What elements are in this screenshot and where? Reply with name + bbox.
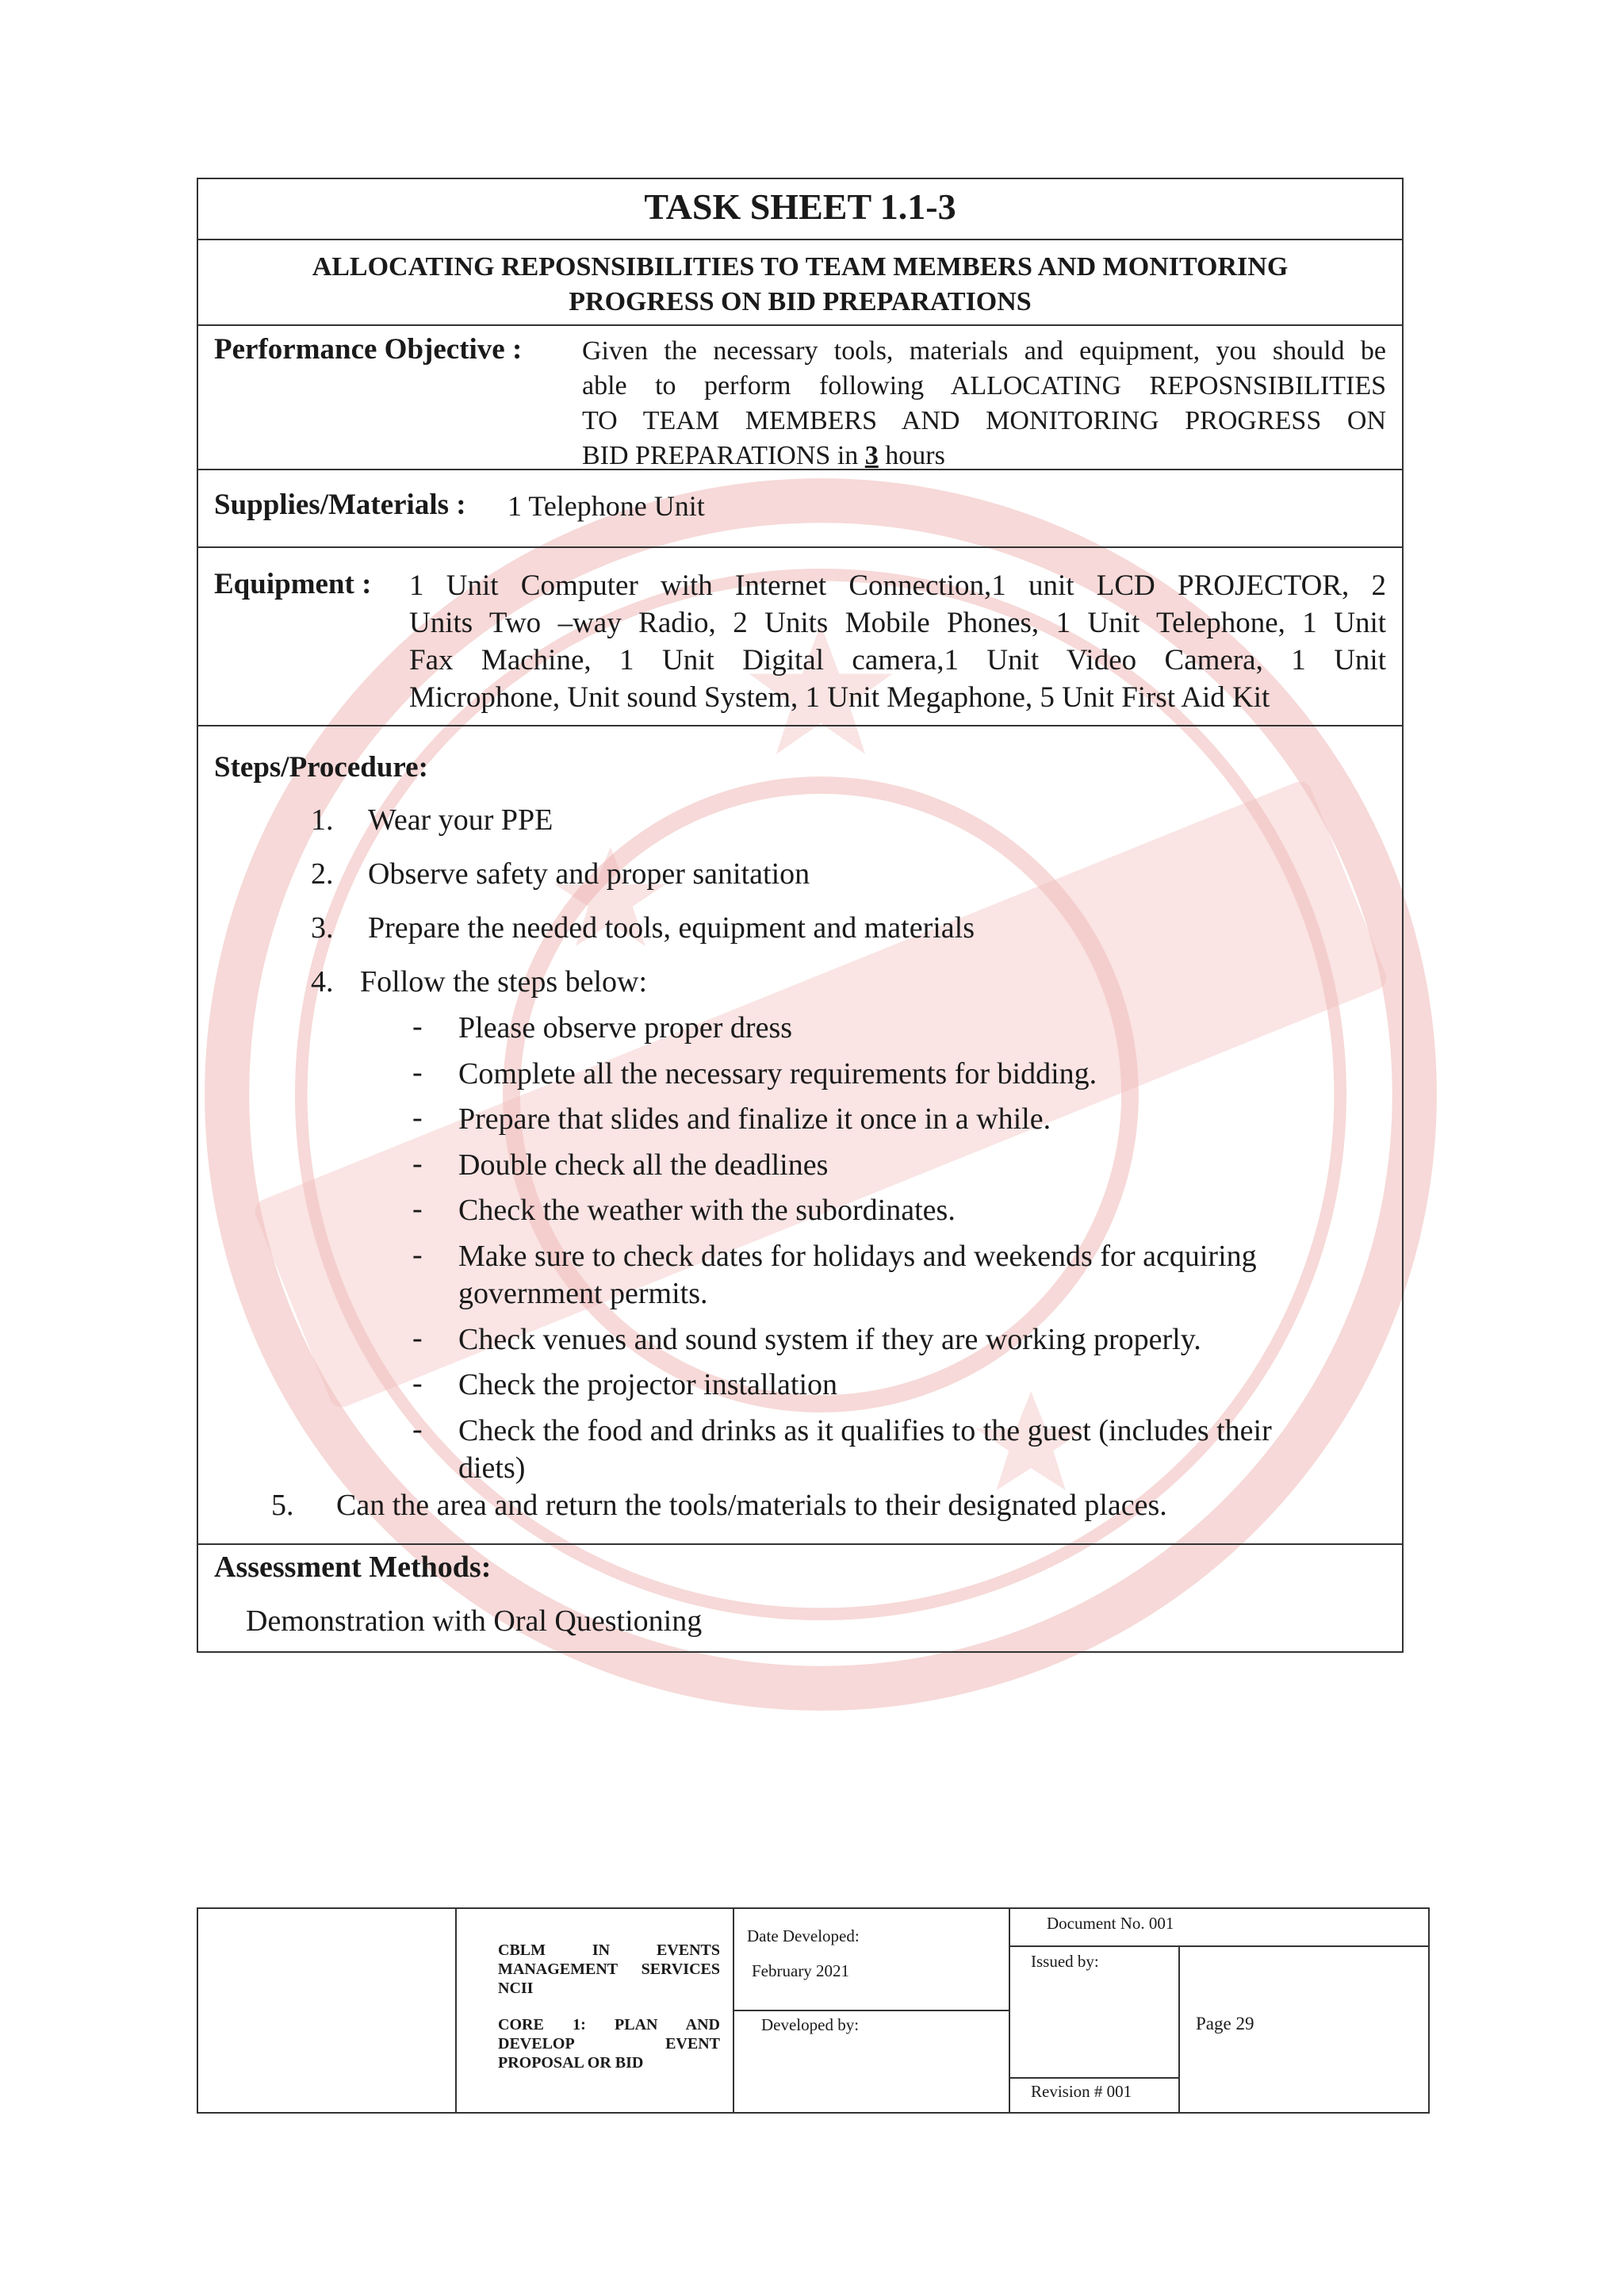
supplies-row [198, 470, 1402, 548]
step-number: 5. [271, 1489, 294, 1522]
developed-by-label: Developed by: [761, 2015, 860, 2034]
po-text: BID PREPARATIONS in [582, 441, 865, 470]
bullet-dash: - [412, 1056, 423, 1089]
po-line: Given the necessary tools, materials and equipment, you should be [582, 336, 1386, 366]
bullet-dash: - [412, 1101, 423, 1134]
sub-step-text: government permits. [458, 1277, 708, 1310]
divider [455, 1909, 457, 2112]
bullet-dash: - [412, 1238, 423, 1271]
issued-by-label: Issued by: [1031, 1952, 1099, 1971]
step-number: 4. [311, 965, 334, 999]
document-footer [197, 1907, 1430, 2114]
step-text: Prepare the needed tools, equipment and materials [368, 911, 975, 945]
document-number: Document No. 001 [1047, 1914, 1174, 1933]
po-line: TO TEAM MEMBERS AND MONITORING PROGRESS ON [582, 406, 1386, 435]
divider [1178, 1945, 1180, 2114]
sub-step-text: Make sure to check dates for holidays and weekends for acquiring [458, 1240, 1257, 1273]
divider [1009, 1909, 1010, 2112]
po-hours: 3 [864, 441, 879, 470]
equipment-line: Units Two –way Radio, 2 Units Mobile Phones, 1 Unit Telephone, 1 Unit [409, 607, 1386, 639]
title-row [198, 179, 1402, 240]
date-developed-label: Date Developed: [747, 1926, 860, 1945]
equipment-text [409, 567, 1386, 716]
performance-objective-label: Performance Objective : [214, 333, 523, 366]
divider [1009, 1945, 1430, 1947]
step-text: Follow the steps below: [360, 965, 648, 999]
subtitle-line: ALLOCATING REPOSNSIBILITIES TO TEAM MEMBERS AND MONITORING [312, 252, 1289, 282]
equipment-line: Fax Machine, 1 Unit Digital camera,1 Unit Video Camera, 1 Unit [409, 644, 1386, 677]
course-line: NCII [498, 1980, 534, 1997]
divider [1009, 2077, 1178, 2079]
equipment-label: Equipment : [214, 568, 372, 600]
step-number: 2. [311, 857, 334, 891]
core-line: DEVELOP EVENT [498, 2035, 720, 2053]
task-sheet-title: TASK SHEET 1.1-3 [644, 186, 956, 227]
assessment-value: Demonstration with Oral Questioning [246, 1604, 703, 1638]
supplies-label: Supplies/Materials : [214, 489, 466, 521]
sub-step-text: Check the projector installation [458, 1368, 838, 1401]
step-text: Wear your PPE [368, 803, 553, 837]
sub-step-text: diets) [458, 1451, 526, 1485]
divider [198, 725, 1402, 726]
core-line: CORE 1: PLAN AND [498, 2016, 720, 2033]
course-line: MANAGEMENT SERVICES [498, 1961, 720, 1978]
task-sheet-subtitle [246, 250, 1354, 320]
sub-step-text: Prepare that slides and finalize it once in a while. [458, 1102, 1051, 1136]
po-line: able to perform following ALLOCATING REPOSNSIBILITIES [582, 371, 1386, 401]
assessment-label: Assessment Methods: [214, 1550, 492, 1584]
step-text: Can the area and return the tools/materials to their designated places. [336, 1489, 1167, 1522]
bullet-dash: - [412, 1412, 423, 1446]
performance-objective-row [198, 326, 1402, 470]
sub-step-text: Check venues and sound system if they are working properly. [458, 1323, 1201, 1356]
bullet-dash: - [412, 1321, 423, 1355]
revision-number: Revision # 001 [1031, 2082, 1132, 2101]
core-title [498, 2015, 720, 2072]
course-line: CBLM IN EVENTS [498, 1941, 720, 1959]
divider [198, 1543, 1402, 1545]
sub-step-text: Please observe proper dress [458, 1011, 793, 1045]
date-developed-value: February 2021 [752, 1961, 850, 1980]
bullet-dash: - [412, 1147, 423, 1180]
po-text: hours [878, 441, 945, 470]
sub-step-text: Double check all the deadlines [458, 1148, 829, 1182]
course-title [498, 1941, 720, 1998]
bullet-dash: - [412, 1192, 423, 1225]
task-sheet [197, 178, 1404, 1653]
step-number: 3. [311, 911, 334, 945]
bullet-dash: - [412, 1366, 423, 1400]
divider [733, 2010, 1009, 2011]
performance-objective-text [582, 334, 1386, 473]
step-number: 1. [311, 803, 334, 837]
core-line: PROPOSAL OR BID [498, 2054, 644, 2072]
sub-step-text: Check the weather with the subordinates. [458, 1194, 956, 1227]
equipment-line: Microphone, Unit sound System, 1 Unit Megaphone, 5 Unit First Aid Kit [409, 681, 1270, 714]
supplies-value: 1 Telephone Unit [508, 490, 705, 522]
subtitle-row [198, 240, 1402, 326]
po-line [582, 439, 1386, 473]
bullet-dash: - [412, 1010, 423, 1043]
subtitle-line: PROGRESS ON BID PREPARATIONS [569, 287, 1032, 316]
steps-label: Steps/Procedure: [214, 751, 428, 784]
sub-step-text: Check the food and drinks as it qualifies to the guest (includes their [458, 1414, 1272, 1447]
equipment-line: 1 Unit Computer with Internet Connection,1 unit LCD PROJECTOR, 2 [409, 569, 1386, 602]
page-number: Page 29 [1196, 2014, 1254, 2033]
step-text: Observe safety and proper sanitation [368, 857, 810, 891]
sub-step-text: Complete all the necessary requirements for bidding. [458, 1057, 1097, 1091]
